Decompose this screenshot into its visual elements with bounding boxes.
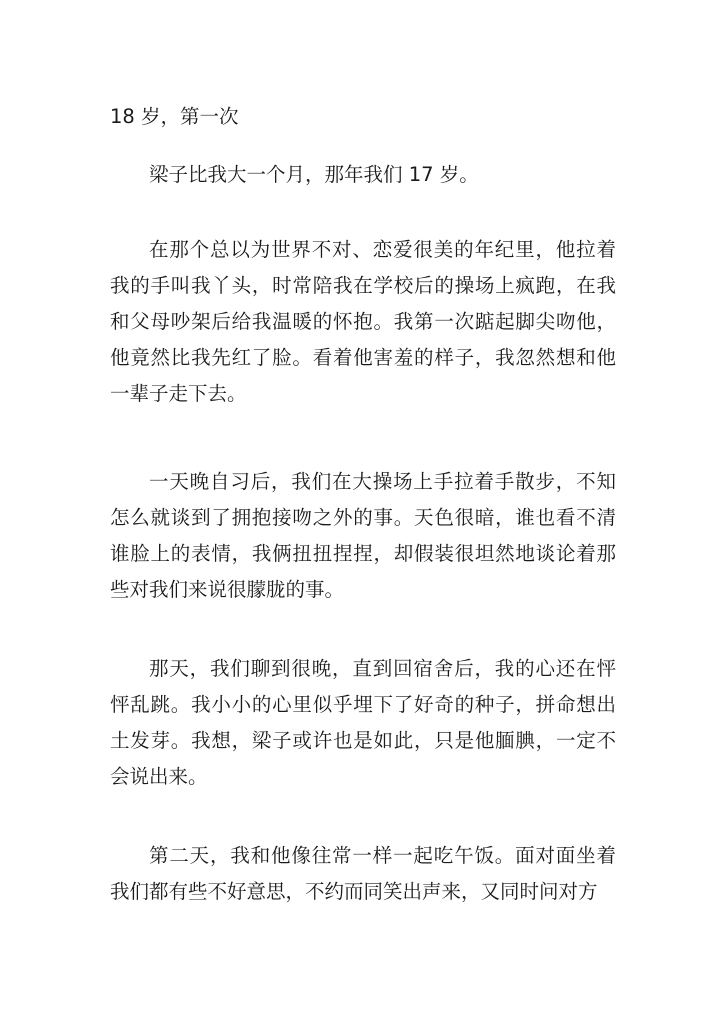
section-heading: 18 岁，第一次 [110, 105, 239, 128]
document-page [110, 0, 616, 1024]
paragraph: 第二天，我和他像往常一样一起吃午饭。面对面坐着我们都有些不好意思，不约而同笑出声来，又同时问对方 [110, 844, 616, 903]
paragraph: 在那个总以为世界不对、恋爱很美的年纪里，他拉着我的手叫我丫头，时常陪我在学校后的操场上疯跑，在我和父母吵架后给我温暖的怀抱。我第一次踮起脚尖吻他，他竟然比我先红了脸。看着他害羞的样子，我忽然想和他一辈子走下去。 [110, 238, 616, 405]
paragraph: 那天，我们聊到很晚，直到回宿舍后，我的心还在怦怦乱跳。我小小的心里似乎埋下了好奇的种子，拼命想出土发芽。我想，梁子或许也是如此，只是他腼腆，一定不会说出来。 [110, 657, 616, 788]
paragraph: 一天晚自习后，我们在大操场上手拉着手散步，不知怎么就谈到了拥抱接吻之外的事。天色很暗，谁也看不清谁脸上的表情，我俩扭扭捏捏，却假装很坦然地谈论着那些对我们来说很朦胧的事。 [110, 470, 616, 601]
paragraph: 梁子比我大一个月，那年我们 17 岁。 [149, 163, 479, 186]
